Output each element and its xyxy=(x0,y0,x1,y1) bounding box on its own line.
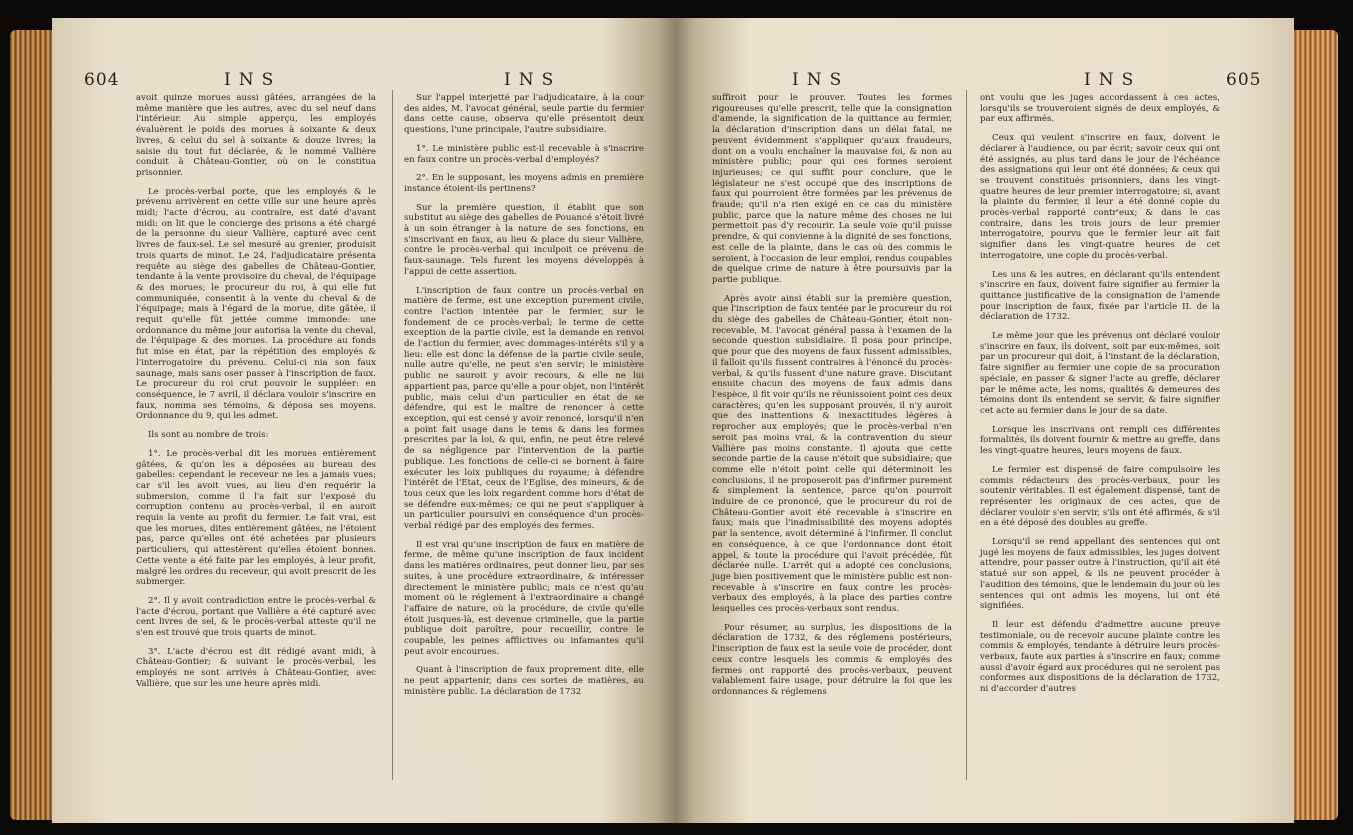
column-divider xyxy=(966,90,967,780)
paragraph: suffiroit pour le prouver. Toutes les formes rigoureuses qu'elle prescrit, telle que la consignation d'amende, la signification de la quittance au fermier, la déclaration d'inscription dans un délai fatal, ne peuvent évidemment s'appliquer qu'aux fraudeurs, dont on a voulu enchaîner la mauvaise foi, & non au ministère public; pour qui ces formes seroient injurieuses; ce qui suffit pour conclure, que le législateur ne s'est occupé que des inscriptions de faux qui pourroient être formées par les prévenus de fraude; qu'il n'a rien exigé en ce cas du ministère public, parce que la nature même des choses ne lui permettoit pas d'y recourir. La seule voie qu'il puisse prendre, & qui convienne à la dignité de ses fonctions, est celle de la plainte, dans le cas où des commis le seroient, à l'occasion de leur emploi, rendus coupables de quelque crime de nature à être poursuivis par la partie publique. xyxy=(712,93,952,285)
right-head-left: INS xyxy=(792,70,850,90)
paragraph: Lorsqu'il se rend appellant des sentences qui ont jugé les moyens de faux admissibles, les juges doivent attendre, pour passer outre à l'instruction, qu'il ait été statué sur son appel, & ils ne peuvent procéder à l'audition des témoins, que le lendemain du jour où les sentences qui ont admis les moyens, lui ont été signifiées. xyxy=(980,537,1220,612)
paragraph: Ils sont au nombre de trois: xyxy=(148,430,269,441)
paragraph: Quant à l'inscription de faux proprement dite, elle ne peut appartenir, dans ces sortes de matières, au ministère public. La déclaration de 1732 xyxy=(404,665,644,697)
left-head-left: INS xyxy=(224,70,282,90)
paragraph: L'inscription de faux contre un procès-verbal en matière de ferme, est une exception purement civile, contre l'action intentée par le fermier, sur le fondement de ce procès-verbal; le terme de cette exception de la partie civile, est la demande en renvoi de l'action du fermier, avec dommages-intérêts s'il y a lieu: elle est donc la défense de la partie civile seule, nulle autre qu'elle, ne peut s'en servir; le ministère public ne sauroit y avoir recours, & elle ne lui appartient pas, parce qu'elle a pour objet, non l'intérêt public, mais celui d'un particulier en état de se défendre, qui est le maître de renoncer à cette exception, qui est censé y avoir renoncé, lorsqu'il n'en a point fait usage dans le tems & dans les formes prescrites par la loi, & qui, enfin, ne peut être relevé de sa négligence par l'intervention de la partie publique. Les fonctions de celle-ci se bornent à faire exécuter les loix publiques du royaume; à défendre l'intérêt de l'Etat, ceux de l'Eglise, des mineurs, & de tous ceux que les loix regardent comme hors d'état de se défendre eux-mêmes; ce qui ne peut s'appliquer à un particulier poursuivi en conséquence d'un procès-verbal rédigé par des employés des fermes. xyxy=(404,285,644,532)
paragraph: Après avoir ainsi établi sur la première question, que l'inscription de faux tentée par le procureur du roi du siège des gabelles de Château-Gontier, étoit non-recevable, M. l'avocat général passa à l'examen de la seconde question subsidiaire. Il posa pour principe, que pour que des moyens de faux fussent admissibles, il falloit qu'ils fussent contraires à l'énoncé du procès-verbal, & qu'ils fussent d'une nature grave. Discutant ensuite chacun des moyens de faux admis dans l'espèce, il fit voir qu'ils ne réunissoient point ces deux caractères; qu'en les supposant prouvés, il n'y auroit que des inattentions & inexactitudes légères à reprocher aux employés; que le procès-verbal n'en seroit pas moins vrai, & la contravention du sieur Vallière pas moins constante. Il ajouta que cette seconde partie de la cause n'étoit que subsidiaire; que comme elle n'étoit point celle qui déterminoit les conclusions, il ne proposeroit pas d'infirmer purement & simplement la sentence, parce qu'on pourroit induire de ce prononcé, que le procureur du roi de Château-Gontier avoit été recevable à s'inscrire en faux; mais que l'inadmissibilité des moyens adoptés par la sentence, avoit déterminé à l'infirmer. Il conclut en conséquence, à ce que l'ordonnance dont étoit appel, & toute la procédure qui l'avoit précédée, fût déclarée nulle. L'arrêt qui a adopté ces conclusions, juge bien positivement que le ministère public est non-recevable à s'inscrire en faux contre les procès-verbaux des employés, à la place des parties contre lesquelles ces procès-verbaux sont rendus. xyxy=(712,293,952,615)
paragraph: Les uns & les autres, en déclarant qu'ils entendent s'inscrire en faux, doivent faire signifier au fermier la quittance justificative de la consignation de l'amende pour inscription de faux, fixée par l'article II. de la déclaration de 1732. xyxy=(980,269,1220,323)
paragraph: Le procès-verbal porte, que les employés & le prévenu arrivèrent en cette ville sur une heure après midi; l'acte d'écrou, au contraire, est daté d'avant midi: on lit que le concierge des prisons a été chargé de la personne du sieur Vallière, capturé avec cent livres de faux-sel. Le sel mesuré au grenier, produisit trois quarts de minot. Le 24, l'adjudicataire présenta requête au siège des gabelles de Château-Gontier, tendante à la vente provisoire du cheval, de l'équipage & des morues; le procureur du roi, à qui elle fut communiquée, consentit à la vente du cheval & de l'équipage; mais à l'égard de la morue, dite gâtée, il requit qu'elle fût jettée comme immonde: une ordonnance du même jour autorisa la vente du cheval, de l'équipage & des morues. La procédure au fonds fut mise en état, par la répétition des employés & l'interrogatoire du prévenu. Celui-ci nia son faux saunage, mais sans oser passer à l'inscription de faux. Le procureur du roi crut pouvoir le suppléer: en conséquence, le 7 avril, il déclara vouloir s'inscrire en faux, nomma ses témoins, & déposa ses moyens. Ordonnance du 9, qui les admet. xyxy=(136,186,376,422)
left-head-right: INS xyxy=(504,70,562,90)
paragraph: Le fermier est dispensé de faire compulsoire les commis rédacteurs des procès-verbaux, pour les soutenir véritables. Il est également dispensé, tant de représenter les originaux de ces actes, que de déclarer vouloir s'en servir, s'ils ont été affirmés, & s'il en a été déposé des doubles au greffe. xyxy=(980,464,1220,529)
paragraph: avoit quinze morues aussi gâtées, arrangées de la même manière que les autres, avec du sel neuf dans l'intérieur. Au simple apperçu, les employés évaluèrent le poids des morues à soixante & deux livres, & celui du sel à soixante & douze livres; la saisie du tout fut déclarée, & le nommé Vallière conduit à Château-Gontier, où on le constitua prisonnier. xyxy=(136,93,376,178)
paragraph: Sur l'appel interjetté par l'adjudicataire, à la cour des aides, M. l'avocat général, seule partie du fermier dans cette cause, observa qu'elle présentoit deux questions, l'une principale, l'autre subsidiaire. xyxy=(404,93,644,136)
paragraph: 2°. En le supposant, les moyens admis en première instance étoient-ils pertinens? xyxy=(404,173,644,194)
right-page-number: 605 xyxy=(1226,70,1262,90)
left-column-1 xyxy=(136,93,376,698)
paragraph: ont voulu que les juges accordassent à ces actes, lorsqu'ils se trouveroient signés de deux employés, & par eux affirmés. xyxy=(980,93,1220,125)
paragraph: Lorsque les inscrivans ont rempli ces différentes formalités, ils doivent fournir & mettre au greffe, dans les vingt-quatre heures, leurs moyens de faux. xyxy=(980,424,1220,457)
paragraph: Sur la première question, il établit que son substitut au siège des gabelles de Pouancé s'étoit livré à un soin étranger à la nature de ses fonctions, en s'inscrivant en faux, au lieu & place du sieur Vallière, contre le procès-verbal qui inculpoit ce prévenu de faux-saunage. Tels furent les moyens développés à l'appui de cette assertion. xyxy=(404,202,644,277)
left-page-number: 604 xyxy=(84,70,120,90)
column-divider xyxy=(392,90,393,780)
right-column-1 xyxy=(712,93,952,706)
paragraph: Ceux qui veulent s'inscrire en faux, doivent le déclarer à l'audience, ou par écrit; savoir ceux qui ont été assignés, au plus tard dans le jour de l'échéance des assignations qui leur ont été données; & ceux qui se trouvent constitués prisonniers, dans les vingt-quatre heures de leur premier interrogatoire; si, avant la plainte du fermier, il leur a été donné copie du procès-verbal rapporté contr'eux; & dans le cas contraire, dans les trois jours de leur premier interrogatoire, pourvu que le fermier leur ait fait signifier dans les vingt-quatre heures de cet interrogatoire, une copie du procès-verbal. xyxy=(980,133,1220,261)
paragraph: 1°. Le ministère public est-il recevable à s'inscrire en faux contre un procès-verbal d'employés? xyxy=(404,143,644,165)
paragraph: 3°. L'acte d'écrou est dit rédigé avant midi, à Château-Gontier; & suivant le procès-verbal, les employés ne sont arrivés à Château-Gontier, avec Vallière, que sur les une heure après midi. xyxy=(136,646,376,689)
page-edges-right xyxy=(1290,30,1338,820)
paragraph: Le même jour que les prévenus ont déclaré vouloir s'inscrire en faux, ils doivent, soit par eux-mêmes, soit par un procureur qui doit, à l'instant de la déclaration, faire signifier au fermier une copie de sa procuration spéciale, en passer & signer l'acte au greffe, déclarer par le même acte, les noms, qualités & demeures des témoins dont ils entendent se servir, & faire signifier cet acte au fermier dans le jour de sa date. xyxy=(980,331,1220,416)
paragraph: Il est vrai qu'une inscription de faux en matière de ferme, de même qu'une inscription de faux incident dans les matières ordinaires, peut donner lieu, par ses suites, à une procédure extraordinaire, & intéresser directement le ministère public; mais ce n'est qu'au moment où le réglement à l'extraordinaire a changé l'affaire de nature, où la procédure, de civile qu'elle étoit jusques-là, est devenue criminelle, que la partie publique doit paroître, pour recueillir, contre le coupable, les peines afflictives ou infamantes qu'il peut avoir encourues. xyxy=(404,539,644,657)
left-page xyxy=(52,18,676,823)
right-column-2 xyxy=(980,93,1220,703)
paragraph: 2°. Il y avoit contradiction entre le procès-verbal & l'acte d'écrou, portant que Vallière a été capturé avec cent livres de sel, & le procès-verbal atteste qu'il ne s'en est trouvé que trois quarts de minot. xyxy=(136,595,376,639)
left-column-2 xyxy=(404,93,644,706)
page-edges-left xyxy=(10,30,58,820)
right-head-right: INS xyxy=(1084,70,1142,90)
paragraph: 1°. Le procès-verbal dit les morues entièrement gâtées, & qu'on les a déposées au bureau des gabelles: cependant le receveur ne les a jamais vues; car s'il les avoit vues, au lieu d'en requérir la submersion, comme il l'a fait sur l'exposé du corruption contenu au procès-verbal, il en auroit requis la vente au profit du fermier. Le fait vrai, est que les morues, dites entièrement gâtées, ne l'étoient pas, parce qu'elles ont été achetées par plusieurs particuliers, qui attestèrent qu'elles étoient bonnes. Cette vente a été faite par les employés, à leur profit, malgré les ordres du receveur, qui avoit prescrit de les submerger. xyxy=(136,448,376,588)
paragraph: Il leur est défendu d'admettre aucune preuve testimoniale, ou de recevoir aucune plainte contre les commis & employés, tendante à détruire leurs procès-verbaux, faute aux parties à s'inscrire en faux; comme aussi d'avoir égard aux procédures qui ne seroient pas conformes aux dispositions de la déclaration de 1732, ni d'accorder d'autres xyxy=(980,619,1220,695)
paragraph: Pour résumer, au surplus, les dispositions de la déclaration de 1732, & des réglemens postérieurs, l'inscription de faux est la seule voie de procéder, dont ceux contre lesquels les commis & employés des fermes ont rapporté des procès-verbaux, peuvent valablement faire usage, pour détruire la foi que les ordonnances & réglemens xyxy=(712,622,952,697)
right-page xyxy=(676,18,1294,823)
